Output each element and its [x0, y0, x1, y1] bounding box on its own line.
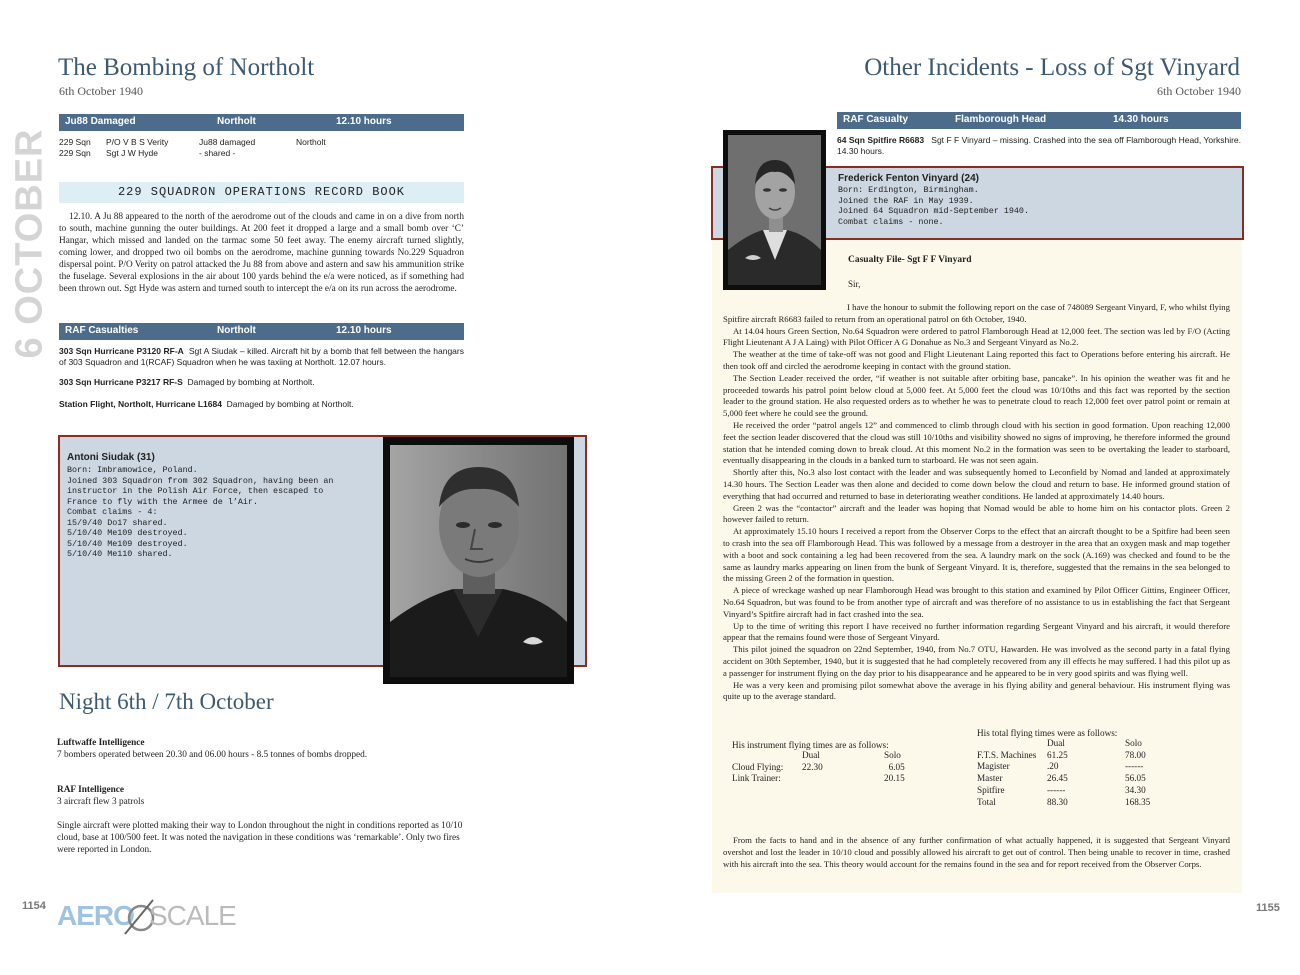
casualty-aircraft: 303 Sqn Hurricane P3120 RF-A	[59, 346, 184, 356]
letter-paragraph: This pilot joined the squadron on 22nd September, 1940, from No.7 OTU, Hawarden. He was involved as the second party in a fatal flying accident on 30th September, 1940, but it is suggested that he had completely recovered from any ill effects he may suffered. I had this pilot up as a passenger for instrument flying on the day prior to his disappearance and he appeared to be in very good spirits and was flying well.	[723, 644, 1230, 678]
bio-line: Joined the RAF in May 1939.	[838, 195, 974, 206]
total-h0	[977, 738, 1047, 750]
letter-paragraph: Shortly after this, No.3 also lost contact with the leader and was subsequently homed to Leconfield by Nomad and landed at approximately 14.30 hours. The Section Leader was then alone and decided to come down below the cloud and return to base. He informed ground station of everything that had occurred and returned to base in deteriorating weather conditions. He landed at approximately 14.40 hours.	[723, 467, 1230, 501]
vinyard-portrait-image	[723, 130, 826, 290]
bio-line: instructor in the Polish Air Force, then escaped to	[67, 486, 324, 496]
total-cell: .20	[1047, 761, 1059, 772]
letter-paragraph: A piece of wreckage washed up near Flamborough Head was brought to this station and examined by Pilot Officer Gittins, Engineer Officer, No.64 Squadron, but was found to be from another type of aircraft and was therefore of no assistance to us in establishing the fact that Sergeant Vinyard’s Spitfire aircraft had in fact crashed into the sea.	[723, 585, 1230, 619]
total-row	[977, 761, 1156, 773]
total-row	[977, 785, 1156, 797]
siudak-bio-lines	[67, 465, 377, 560]
logo-text-aero: AERO	[57, 900, 134, 931]
total-caption: His total flying times were as follows:	[977, 728, 1118, 738]
left-page-number: 1154	[22, 900, 46, 912]
ju88-header-c1: Ju88 Damaged	[65, 116, 136, 127]
instrument-row	[732, 773, 911, 785]
total-cell: 26.45	[1047, 773, 1068, 784]
letter-paragraph: He received the order “patrol angels 12” and commenced to climb through cloud with his section in good formation. Upon reaching 12,000 feet the section leader discovered that the cloud was still 10/10ths and visibility showed no signs of improving, he therefore informed the ground station that he intended coming down to break cloud. At this moment No.2 in the formation was seen to be overtaking the leader to starboard, eventually disappearing in the clouds in a banked turn to starboard. He was not seen again.	[723, 419, 1230, 466]
bio-line: 5/10/40 Me109 destroyed.	[67, 528, 188, 538]
aeroscale-logo	[57, 894, 236, 938]
casualty-entry	[59, 346, 464, 367]
right-casualty-aircraft: 64 Sqn Spitfire R6683	[837, 135, 925, 145]
casualty-aircraft: Station Flight, Northolt, Hurricane L1684	[59, 399, 222, 409]
instrument-caption: His instrument flying times are as follows:	[732, 740, 889, 750]
letter-salutation: Sir,	[848, 279, 861, 289]
total-cell: 78.00	[1125, 749, 1146, 760]
total-cell: Magister	[977, 761, 1010, 772]
raf-intelligence	[57, 784, 467, 808]
casualty-text: Damaged by bombing at Northolt.	[187, 377, 315, 387]
ju88-unit: 229 Sqn	[59, 148, 91, 158]
single-aircraft-text: Single aircraft were plotted making their way to London throughout the night in conditions reported as 10/10 cloud, base at 100/500 feet. It was noted the navigation in these conditions was ‘remarkable’. Only two fires were reported in London.	[57, 821, 463, 855]
total-cell: 34.30	[1125, 784, 1146, 795]
letter-paragraph: The weather at the time of take-off was not good and Flight Lieutenant Laing reported this fact to Operations before entering his aircraft. He then took off and circled the aerodrome keeping in contact with the ground station.	[723, 349, 1230, 371]
left-page-title: The Bombing of Northolt	[58, 54, 315, 81]
right-page-title: Other Incidents - Loss of Sgt Vinyard	[864, 54, 1240, 81]
ju88-header-c2: Northolt	[217, 116, 256, 127]
casualty-text: Damaged by bombing at Northolt.	[226, 399, 354, 409]
vinyard-portrait-photo	[723, 130, 826, 290]
siudak-name: Antoni Siudak (31)	[67, 452, 155, 463]
letter-paragraph: At approximately 15.10 hours I received a report from the Observer Corps to the effect that an aircraft thought to be a Spitfire had been seen to crash into the sea off Flamborough Head. This was followed by a message from a destroyer in the area that an oxygen mask and map together with a boot and sock containing a leg had been recovered from the sea. A laundry mark on the sock (A.169) was checked and found to be the same as laundry marks appearing on linen from the bunk of Sergeant Vinyard. It is, therefore, suggested that the remains in the sea belonged to the missing Green 2 of the formation in question.	[723, 526, 1230, 584]
bio-line: 5/10/40 Me110 shared.	[67, 549, 173, 559]
total-cell: Total	[977, 796, 996, 807]
right-casualty-text: Sgt F F Vinyard – missing. Crashed into the sea off Flamborough Head, Yorkshire. 14.30 hours.	[837, 135, 1242, 156]
total-times	[977, 728, 1156, 808]
letter-paragraph: I have the honour to submit the following report on the case of 748089 Sergeant Vinyard, F, who whilst flying Spitfire aircraft R6683 failed to return from an operational patrol on 6th October, 1940.	[723, 302, 1230, 324]
instr-h2: Solo	[884, 750, 901, 760]
side-label	[8, 128, 51, 359]
total-cell: 56.05	[1125, 773, 1146, 784]
night-section-title: Night 6th / 7th October	[59, 689, 274, 714]
total-row	[977, 797, 1156, 809]
raf-casualties-header-bar	[59, 323, 464, 340]
total-row	[977, 773, 1156, 785]
letter-paragraph: At 14.04 hours Green Section, No.64 Squadron were ordered to patrol Flamborough Head at 12,000 feet. The section was led by F/O (Acting Flight Lieutenant A J A Laing) with Pilot Officer A G Donahue as No.3 and Sergeant Vinyard as No.2.	[723, 325, 1230, 348]
total-cell: F.T.S. Machines	[977, 749, 1037, 760]
right-header-c3: 14.30 hours	[1113, 114, 1169, 125]
vinyard-bio-lines	[838, 185, 1029, 227]
total-table	[977, 738, 1156, 808]
raf-header-c3: 12.10 hours	[336, 325, 392, 336]
instr-cell: 22.30	[802, 761, 823, 772]
letter-body	[723, 302, 1230, 703]
bio-line: Joined 303 Squadron from 302 Squadron, having been an	[67, 475, 334, 486]
ju88-place: Northolt	[296, 137, 326, 147]
right-casualty-entry	[837, 135, 1241, 157]
ju88-header-c3: 12.10 hours	[336, 116, 392, 127]
conclusion-paragraph	[723, 835, 1230, 870]
casualty-entry	[59, 377, 464, 387]
instr-cell	[802, 773, 884, 785]
instrument-row	[732, 762, 911, 774]
raf-intel-heading: RAF Intelligence	[57, 785, 125, 795]
letter-paragraph: Green 2 was the “contactor” aircraft and the leader was hoping that Nomad would be able to home him on his contactor plots. Green 2 however failed to return.	[723, 502, 1230, 525]
instrument-table	[732, 750, 911, 785]
side-label-text: 6 OCTOBER	[8, 128, 51, 359]
instr-h1: Dual	[802, 750, 820, 760]
letter-paragraph: Up to the time of writing this report I have received no further information regarding Sergeant Vinyard and his aircraft, it would therefore appear that the remains found were those of Sergeant Vinyard.	[723, 620, 1230, 643]
ju88-table	[59, 137, 464, 159]
casualty-file-title: Casualty File- Sgt F F Vinyard	[848, 255, 972, 265]
right-header-c2: Flamborough Head	[955, 114, 1047, 125]
vinyard-name: Frederick Fenton Vinyard (24)	[838, 173, 979, 184]
bio-line: Born: Imbramowice, Poland.	[67, 465, 198, 475]
instrument-header-row	[732, 750, 911, 762]
ju88-unit: 229 Sqn	[59, 137, 91, 147]
logo-text-scale: SCALE	[149, 900, 236, 931]
ju88-row	[59, 148, 464, 159]
right-page-date: 6th October 1940	[1157, 84, 1241, 98]
bio-line: Combat claims - none.	[838, 216, 944, 227]
ju88-pilot: P/O V B S Verity	[106, 137, 169, 147]
casualty-entry	[59, 399, 464, 409]
luftwaffe-heading: Luftwaffe Intelligence	[57, 738, 145, 748]
total-cell: 168.35	[1125, 796, 1151, 807]
orb-banner	[59, 182, 464, 203]
total-cell: Spitfire	[977, 784, 1005, 795]
instr-cell: 6.05	[888, 761, 905, 772]
siudak-portrait-photo	[383, 437, 574, 684]
instr-cell: Link Trainer:	[732, 773, 781, 784]
ju88-status: - shared -	[199, 148, 236, 158]
letter-paragraph: He was a very keen and promising pilot somewhat above the average in his flying ability and general behaviour. His instrument flying was quite up to the average standard.	[723, 679, 1230, 702]
total-h1: Dual	[1047, 738, 1065, 748]
total-cell: Master	[977, 773, 1003, 784]
luftwaffe-text: 7 bombers operated between 20.30 and 06.00 hours - 8.5 tonnes of bombs dropped.	[57, 750, 368, 760]
ju88-row	[59, 137, 464, 148]
instr-cell: Cloud Flying:	[732, 761, 784, 772]
siudak-portrait-image	[383, 437, 574, 684]
instrument-times	[732, 740, 911, 785]
total-h2: Solo	[1125, 738, 1142, 748]
casualty-aircraft: 303 Sqn Hurricane P3217 RF-S	[59, 377, 183, 387]
bio-line: Joined 64 Squadron mid-September 1940.	[838, 206, 1029, 216]
instr-h0	[732, 750, 802, 762]
total-cell: ------	[1047, 784, 1066, 795]
single-aircraft-paragraph	[57, 820, 463, 856]
ju88-pilot: Sgt J W Hyde	[106, 148, 158, 158]
ju88-header-bar	[59, 114, 464, 131]
orb-title: 229 SQUADRON OPERATIONS RECORD BOOK	[117, 185, 406, 199]
total-cell: ------	[1125, 761, 1144, 772]
right-header-c1: RAF Casualty	[843, 114, 909, 125]
raf-intel-text: 3 aircraft flew 3 patrols	[57, 797, 145, 807]
orb-text-block	[59, 211, 464, 295]
bio-line: Born: Erdington, Birmingham.	[838, 185, 979, 195]
luftwaffe-intelligence	[57, 737, 467, 761]
conclusion-text: From the facts to hand and in the absence of any further confirmation of what actually happened, it is suggested that Sergeant Vinyard overshot and lost the leader in 10/10 cloud and possibly allowed his aircraft to get out of control. Then being unable to recover in time, crashed with his aircraft into the sea. This theory would account for the remains found in the sea and for report received from the Observer Corps.	[723, 835, 1230, 869]
left-page-date: 6th October 1940	[59, 84, 143, 98]
raf-header-c1: RAF Casualties	[65, 325, 139, 336]
right-page-number: 1155	[1256, 902, 1280, 914]
raf-header-c2: Northolt	[217, 325, 256, 336]
total-row	[977, 750, 1156, 762]
instr-cell: 20.15	[884, 773, 905, 784]
bio-line: France to fly with the Armee de l’Air.	[67, 496, 258, 507]
bio-line: 15/9/40 Do17 shared.	[67, 517, 168, 528]
orb-paragraph: 12.10. A Ju 88 appeared to the north of the aerodrome out of the clouds and came in on a dive from north to south, machine gunning the outer buildings. At 200 feet it dropped a large and a small bomb over ‘C’ Hangar, which missed and landed on the tarmac some 50 feet away. The enemy aircraft turned slightly, coming lower, and dropped two oil bombs on the aerodrome, machine gunning towards No.229 Squadron dispersal point. P/O Verity on patrol attacked the Ju 88 from above and astern and saw his ammunition strike the fuselage. Several explosions in the air about 100 yards behind the e/a were noticed, as if something had been thrown out. Sgt Hyde was astern and turned south to intercept the e/a on its run across the aerodrome.	[59, 212, 464, 294]
right-casualty-header-bar	[837, 112, 1241, 129]
total-header-row	[977, 738, 1156, 750]
ju88-status: Ju88 damaged	[199, 137, 256, 147]
bio-line: 5/10/40 Me109 destroyed.	[67, 538, 188, 549]
letter-paragraph: The Section Leader received the order, “if weather is not suitable after orbiting base, pancake”. In his opinion the weather was fit and he proceeded towards his patrol point below cloud at 5,000 feet. At 5,000 feet the cloud was 10/10ths and this fact was reported by the section leader to the ground station. He also requested orders as to whether he was to penetrate cloud to reach 12,000 feet over patrol point or remain at 5,000 feet where he could see the ground.	[723, 372, 1230, 419]
total-cell: 88.30	[1047, 796, 1068, 807]
casualty-text: Sgt A Siudak – killed. Aircraft hit by a bomb that fell between the hangars of 303 Squadron and 1(RCAF) Squadron when he was taxiing at Northolt. 12.07 hours.	[59, 346, 464, 367]
bio-line: Combat claims - 4:	[67, 507, 158, 517]
total-cell: 61.25	[1047, 749, 1068, 760]
